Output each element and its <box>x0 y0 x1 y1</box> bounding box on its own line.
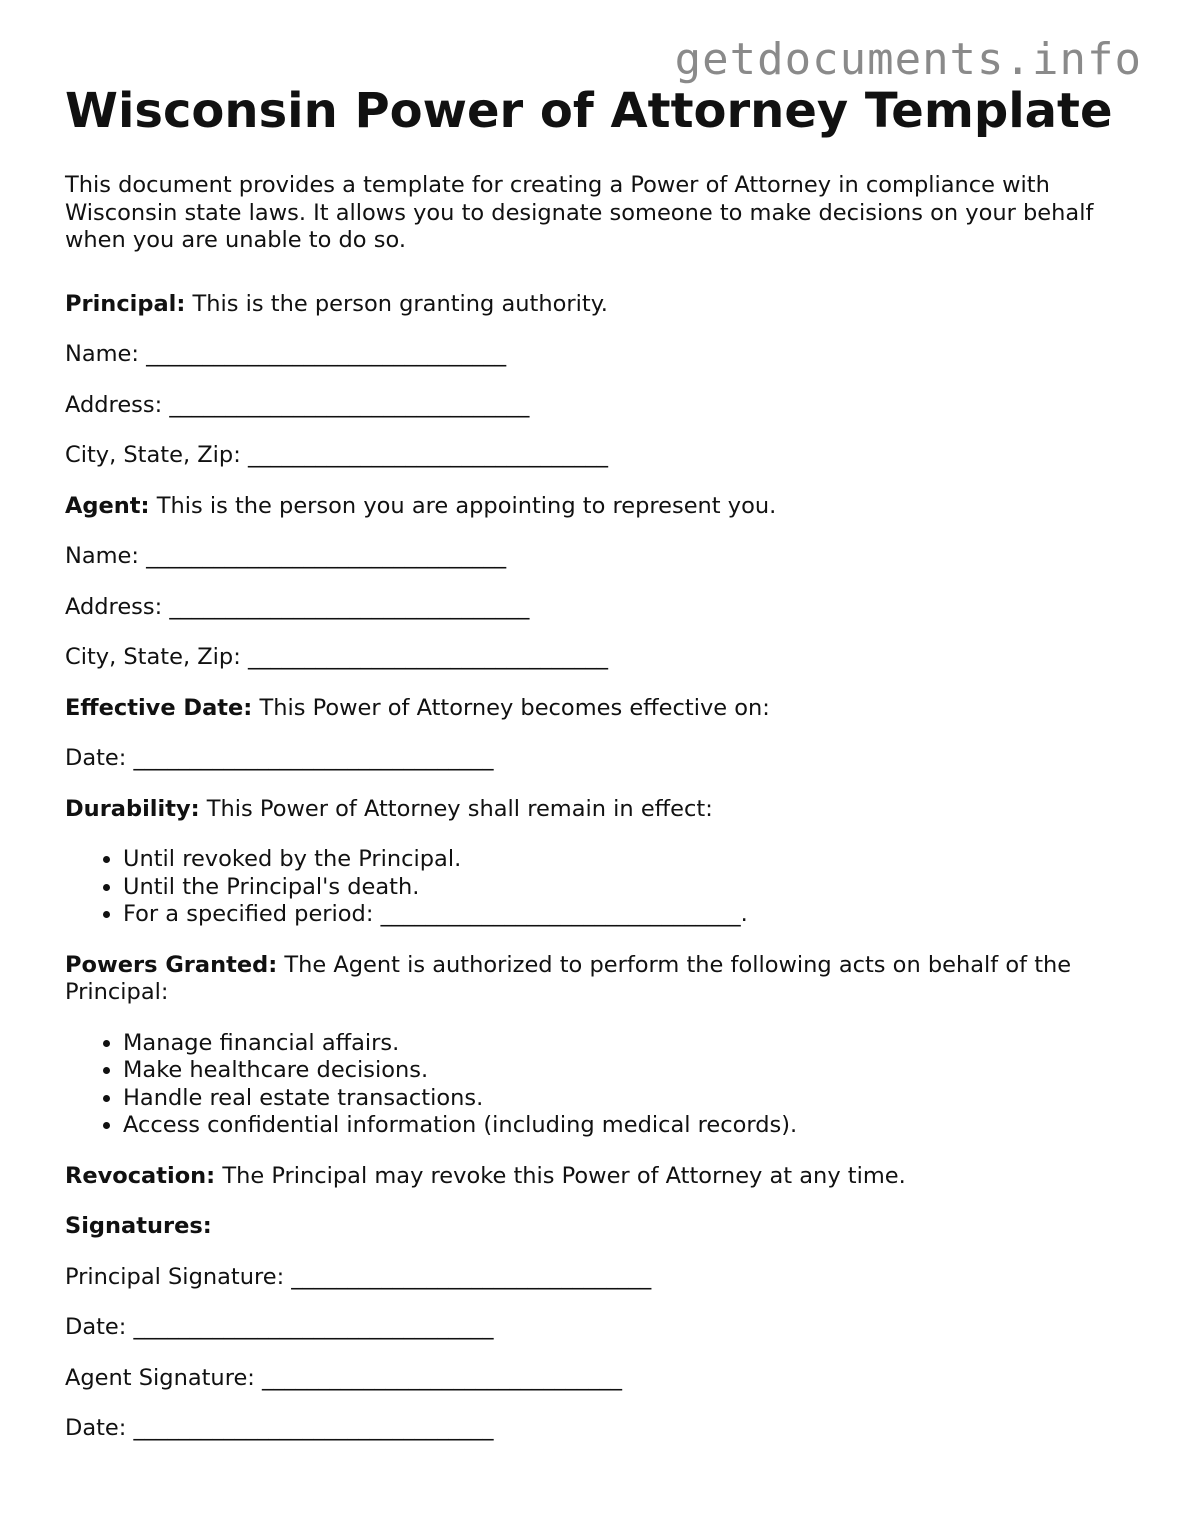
agent-address-field[interactable]: Address: ________________________________ <box>65 593 530 620</box>
agent-label: Agent: <box>65 492 150 519</box>
effective-date-description: This Power of Attorney becomes effective on: <box>252 694 770 721</box>
effective-date-field[interactable]: Date: ________________________________ <box>65 745 494 771</box>
revocation-label: Revocation: <box>65 1162 216 1189</box>
durability-item-period[interactable]: • For a specified period: ________________________________. <box>123 901 1125 929</box>
durability-item-revoked: • Until revoked by the Principal. <box>123 846 1125 874</box>
revocation-description: The Principal may revoke this Power of Attorney at any time. <box>215 1162 906 1189</box>
principal-description: This is the person granting authority. <box>185 290 608 317</box>
durability-item-death: • Until the Principal's death. <box>123 874 1125 902</box>
principal-signature-date-field[interactable]: Date: ________________________________ <box>65 1314 494 1340</box>
effective-date-label: Effective Date: <box>65 694 253 721</box>
principal-section-heading <box>65 291 1125 319</box>
powers-granted-description: The Agent is authorized to perform the following acts on behalf of the Principal: <box>65 951 1072 1005</box>
powers-item-confidential: • Access confidential information (including medical records). <box>123 1112 1125 1140</box>
durability-label: Durability: <box>65 795 200 822</box>
powers-item-real-estate: • Handle real estate transactions. <box>123 1085 1125 1113</box>
agent-description: This is the person you are appointing to represent you. <box>149 492 777 519</box>
revocation-paragraph <box>65 1163 1125 1191</box>
effective-date-heading <box>65 695 1125 723</box>
principal-city-state-zip-field[interactable]: City, State, Zip: ________________________________ <box>65 442 608 468</box>
agent-name-field[interactable]: Name: ________________________________ <box>65 543 507 569</box>
principal-name-field[interactable]: Name: ________________________________ <box>65 341 507 367</box>
agent-signature-date-field[interactable]: Date: ________________________________ <box>65 1415 494 1441</box>
principal-address-field[interactable]: Address: ________________________________ <box>65 391 530 418</box>
durability-description: This Power of Attorney shall remain in effect: <box>199 795 713 822</box>
agent-signature-field[interactable]: Agent Signature: ________________________________ <box>65 1364 623 1391</box>
document-title: Wisconsin Power of Attorney Template <box>65 83 1113 139</box>
durability-list <box>65 846 1125 929</box>
agent-city-state-zip-field[interactable]: City, State, Zip: ________________________________ <box>65 644 608 670</box>
powers-list <box>65 1030 1125 1140</box>
principal-label: Principal: <box>65 290 186 317</box>
powers-item-healthcare: • Make healthcare decisions. <box>123 1057 1125 1085</box>
powers-granted-heading <box>65 952 1125 1007</box>
agent-section-heading <box>65 493 1125 521</box>
powers-granted-label: Powers Granted: <box>65 951 278 978</box>
intro-paragraph: This document provides a template for creating a Power of Attorney in compliance with Wisconsin state laws. It allows you to designate someone to make decisions on your behalf when you are unable to do so. <box>65 172 1094 253</box>
watermark: getdocuments.info <box>674 34 1142 85</box>
durability-heading <box>65 796 1125 824</box>
signatures-heading: Signatures: <box>65 1213 212 1239</box>
document-page <box>65 82 1125 1443</box>
principal-signature-field[interactable]: Principal Signature: ________________________________ <box>65 1263 652 1290</box>
powers-item-financial: • Manage financial affairs. <box>123 1030 1125 1058</box>
